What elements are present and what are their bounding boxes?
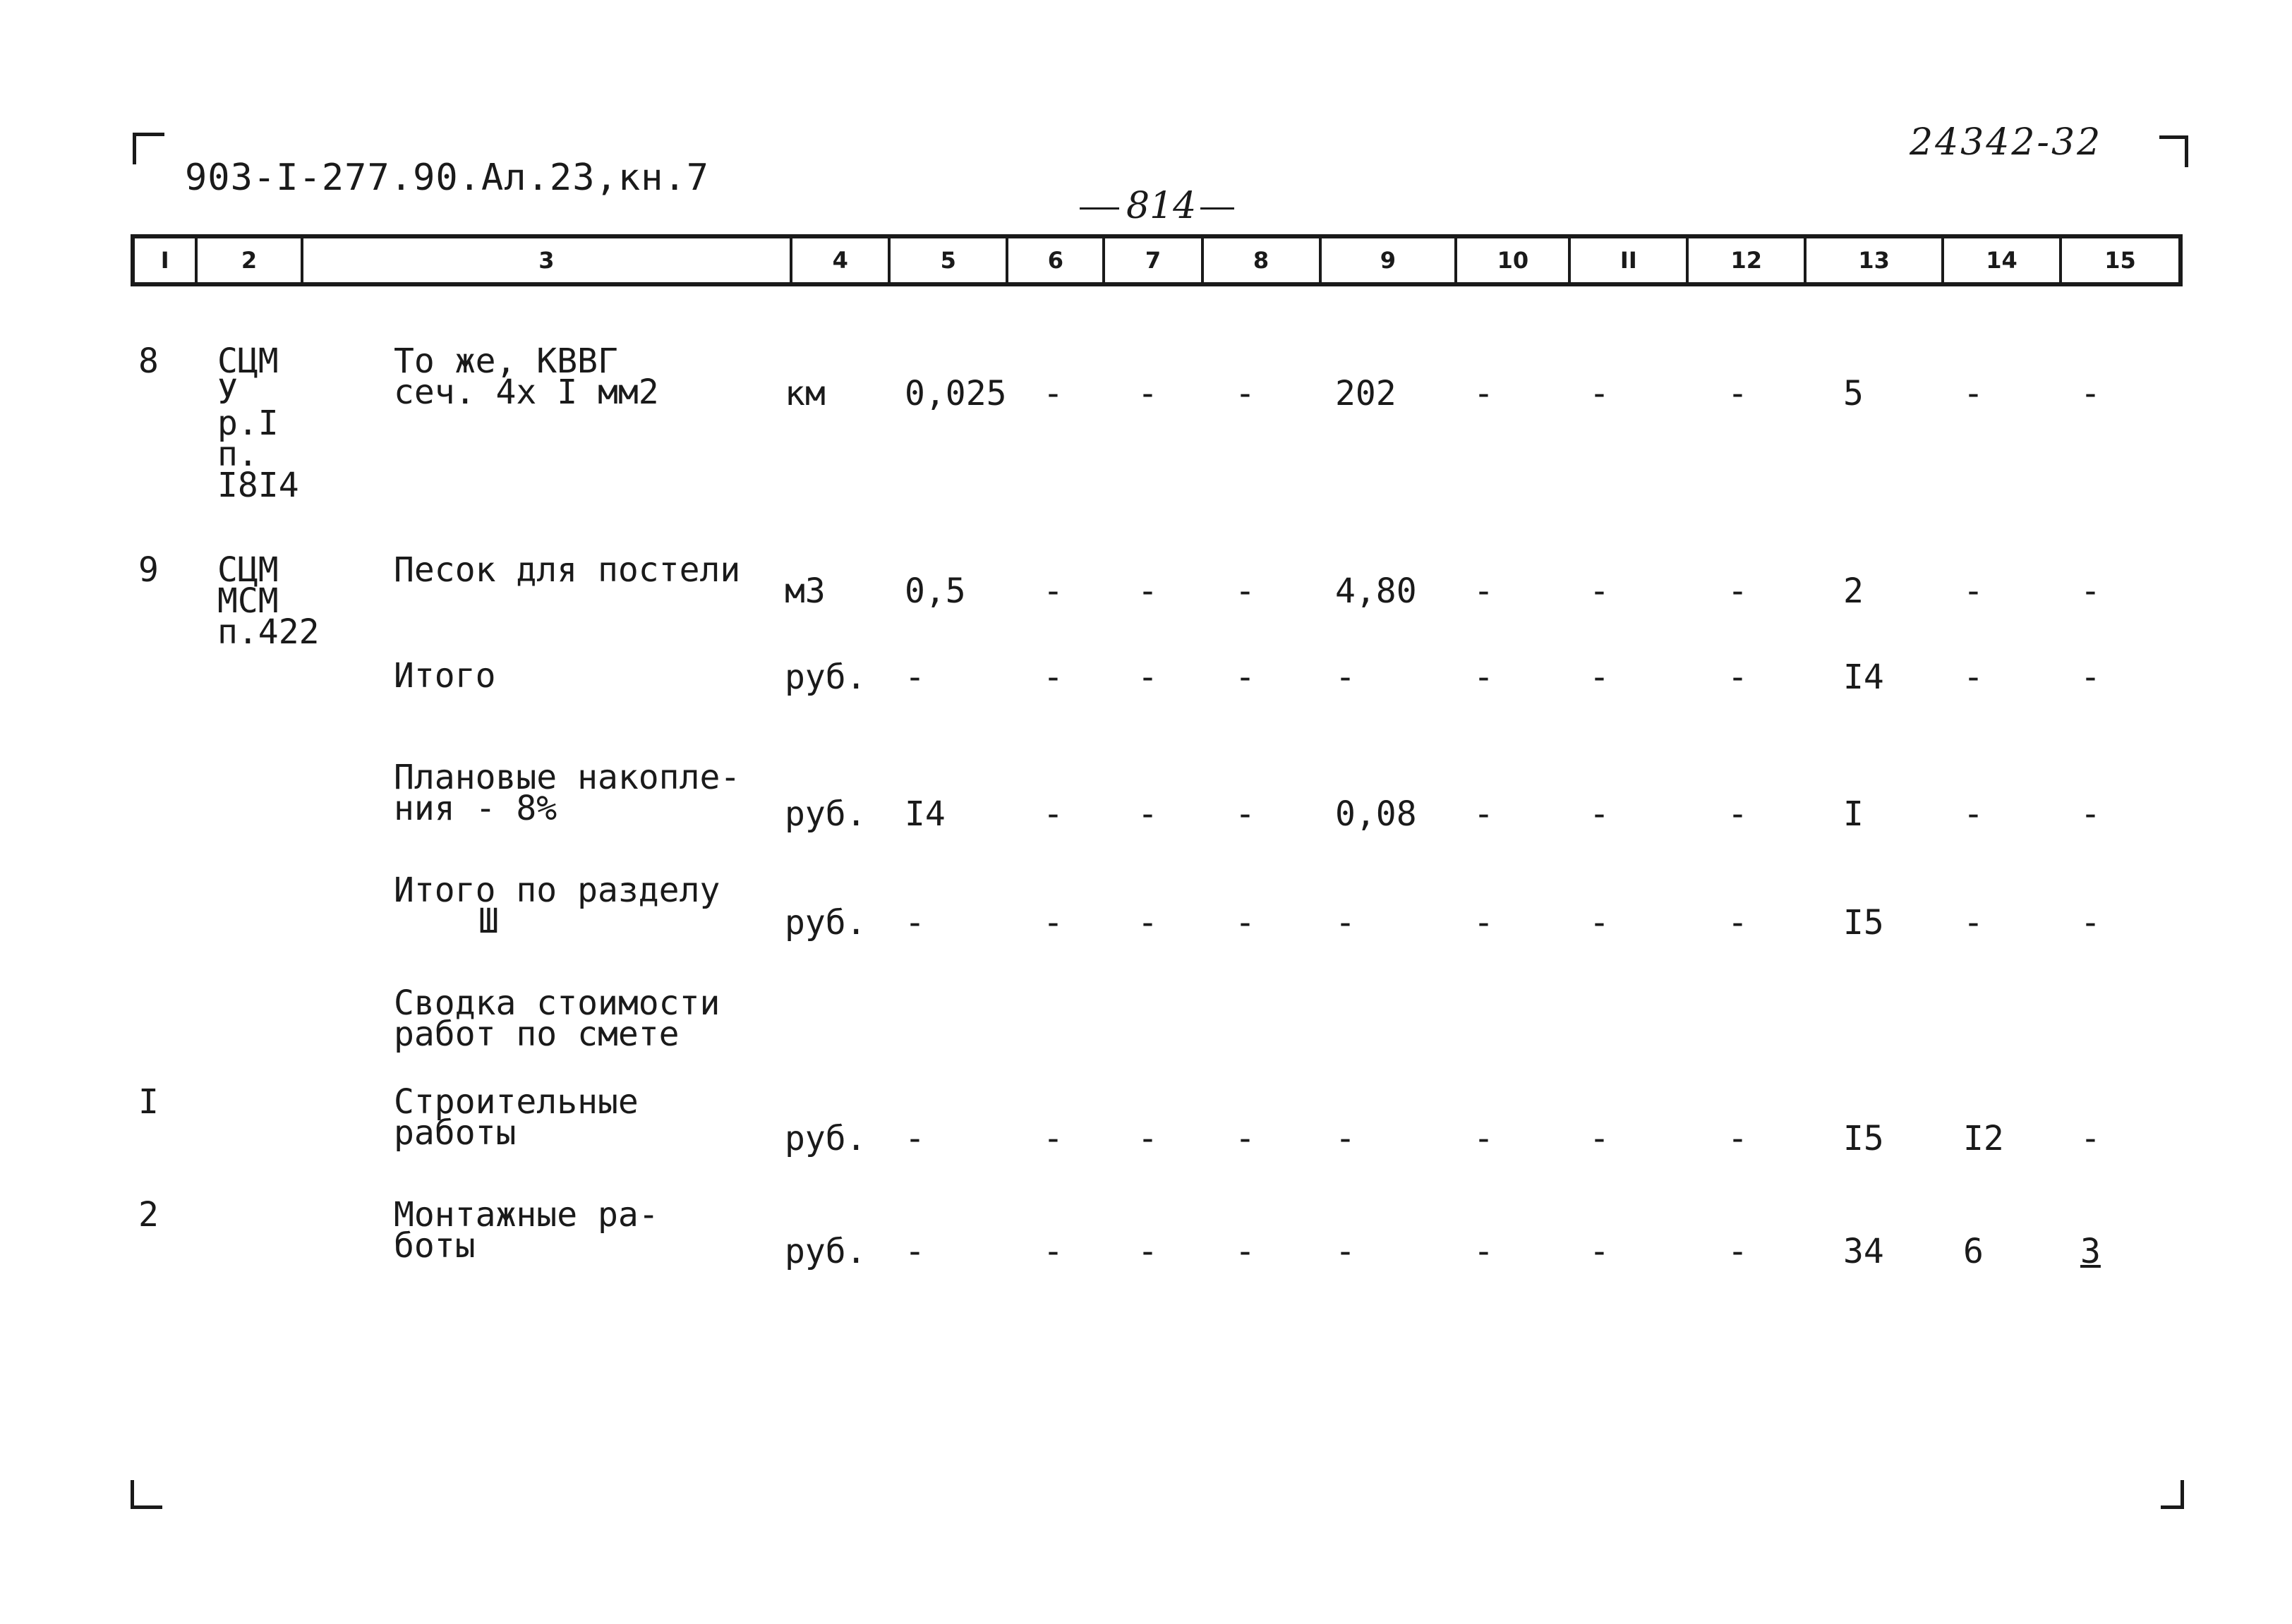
item-name-line: работы: [394, 1113, 517, 1153]
item-name-line: сеч. 4х I мм2: [394, 372, 659, 412]
column-header-7: 7: [1105, 238, 1203, 282]
rate-code-line: п.422: [217, 612, 320, 652]
value-cell-col-10: -: [1473, 658, 1494, 697]
item-name-line: ния - 8%: [394, 789, 557, 828]
value-cell-col-7: -: [1138, 374, 1158, 413]
item-name-line: Итого: [394, 656, 496, 696]
column-header-2: 2: [198, 238, 303, 282]
value-cell-col-15: -: [2080, 571, 2101, 611]
value-cell-col-9: 0,08: [1335, 794, 1417, 834]
row-number: 2: [138, 1195, 159, 1235]
row-number: 9: [138, 550, 159, 590]
value-cell-col-8: -: [1235, 903, 1255, 943]
value-cell-col-14: -: [1963, 794, 1984, 834]
item-name-line: Плановые накопле-: [394, 758, 741, 797]
corner-mark-top-right: [2159, 135, 2188, 167]
value-cell-col-7: -: [1138, 903, 1158, 943]
value-cell-col-5: -: [905, 1119, 925, 1158]
value-cell-col-6: -: [1043, 1232, 1063, 1271]
value-cell-col-13: I5: [1843, 1119, 1884, 1158]
item-name-line: работ по смете: [394, 1014, 680, 1054]
value-cell-col-10: -: [1473, 1119, 1494, 1158]
value-cell-col-14: I2: [1963, 1119, 2004, 1158]
column-header-row: [131, 234, 2183, 286]
value-cell-col-7: -: [1138, 658, 1158, 697]
value-cell-col-11: -: [1589, 903, 1610, 943]
value-cell-col-12: -: [1727, 1232, 1748, 1271]
column-header-9: 9: [1322, 238, 1458, 282]
item-name-line: Ш: [478, 902, 499, 941]
value-cell-col-5: 0,025: [905, 374, 1007, 413]
value-cell-col-10: -: [1473, 374, 1494, 413]
value-cell-col-7: -: [1138, 1119, 1158, 1158]
value-cell-col-5: -: [905, 658, 925, 697]
item-name-line: Строительные: [394, 1082, 639, 1122]
value-cell-col-15: -: [2080, 374, 2101, 413]
value-cell-col-10: -: [1473, 903, 1494, 943]
column-header-12: 12: [1689, 238, 1807, 282]
value-cell-col-5: -: [905, 903, 925, 943]
value-cell-col-13: I5: [1843, 903, 1884, 943]
corner-mark-top-left: [133, 133, 164, 164]
rate-code-line: п.: [217, 435, 258, 474]
archive-number: 24342-32: [1910, 121, 2103, 164]
value-cell-col-13: I: [1843, 794, 1864, 834]
column-header-15: 15: [2104, 247, 2136, 274]
value-cell-col-6: -: [1043, 903, 1063, 943]
value-cell-col-14: -: [1963, 658, 1984, 697]
value-cell-col-14: -: [1963, 571, 1984, 611]
unit-cell: руб.: [785, 1119, 867, 1158]
value-cell-col-6: -: [1043, 1119, 1063, 1158]
value-cell-col-13: 5: [1843, 374, 1864, 413]
value-cell-col-9: 202: [1335, 374, 1397, 413]
value-cell-col-11: -: [1589, 1119, 1610, 1158]
corner-mark-bottom-right: [2161, 1480, 2184, 1509]
value-cell-col-12: -: [1727, 903, 1748, 943]
value-cell-col-14: -: [1963, 903, 1984, 943]
item-name-line: Монтажные ра-: [394, 1195, 659, 1235]
column-header-8: 8: [1204, 238, 1322, 282]
value-cell-col-15: -: [2080, 1119, 2101, 1158]
column-header-3: 3: [303, 238, 793, 282]
value-cell-col-10: -: [1473, 794, 1494, 834]
value-cell-col-14: -: [1963, 374, 1984, 413]
column-header-6: 6: [1008, 238, 1105, 282]
item-name-line: Сводка стоимости: [394, 983, 720, 1023]
column-header-11: II: [1571, 238, 1689, 282]
value-cell-col-14: 6: [1963, 1232, 1984, 1271]
value-cell-col-5: I4: [905, 794, 946, 834]
value-cell-col-8: -: [1235, 571, 1255, 611]
value-cell-col-8: -: [1235, 658, 1255, 697]
value-cell-col-12: -: [1727, 1119, 1748, 1158]
value-cell-col-5: -: [905, 1232, 925, 1271]
unit-cell: руб.: [785, 903, 867, 943]
item-name-line: То же, КВВГ: [394, 341, 618, 381]
page-number: 814: [1080, 185, 1234, 227]
value-cell-col-5: 0,5: [905, 571, 966, 611]
corner-mark-bottom-left: [131, 1480, 162, 1509]
item-name-line: боты: [394, 1226, 476, 1266]
item-name-line: Итого по разделу: [394, 871, 720, 910]
value-cell-col-9: -: [1335, 1119, 1356, 1158]
value-cell-col-8: -: [1235, 374, 1255, 413]
value-cell-col-11: -: [1589, 571, 1610, 611]
value-cell-col-15: -: [2080, 794, 2101, 834]
value-cell-col-8: -: [1235, 794, 1255, 834]
value-cell-col-7: -: [1138, 571, 1158, 611]
value-cell-col-6: -: [1043, 658, 1063, 697]
value-cell-col-9: -: [1335, 1232, 1356, 1271]
value-cell-col-12: -: [1727, 571, 1748, 611]
column-header-14: 14: [1944, 238, 2062, 282]
value-cell-col-12: -: [1727, 374, 1748, 413]
document-code: 903-I-277.90.Ал.23,кн.7: [185, 157, 710, 199]
value-cell-col-15: -: [2080, 658, 2101, 697]
unit-cell: руб.: [785, 794, 867, 834]
rate-code-line: СЦМ: [217, 550, 279, 590]
unit-cell: км: [785, 374, 826, 413]
column-header-5: 5: [891, 238, 1008, 282]
unit-cell: руб.: [785, 1232, 867, 1271]
value-cell-col-12: -: [1727, 794, 1748, 834]
row-number: 8: [138, 341, 159, 381]
column-header-1: I: [135, 238, 198, 282]
value-cell-col-13: 34: [1843, 1232, 1884, 1271]
item-name-line: Песок для постели: [394, 550, 741, 590]
rate-code-line: р.I: [217, 404, 279, 443]
value-cell-col-9: 4,80: [1335, 571, 1417, 611]
value-cell-col-15: -: [2080, 903, 2101, 943]
value-cell-col-13: I4: [1843, 658, 1884, 697]
value-cell-col-6: -: [1043, 374, 1063, 413]
rate-code-line: I8I4: [217, 466, 299, 505]
value-cell-col-10: -: [1473, 571, 1494, 611]
value-cell-col-11: -: [1589, 1232, 1610, 1271]
value-cell-col-11: -: [1589, 794, 1610, 834]
value-cell-col-8: -: [1235, 1232, 1255, 1271]
value-cell-col-11: -: [1589, 374, 1610, 413]
rate-code-line: МСМ: [217, 581, 279, 621]
value-cell-col-13: 2: [1843, 571, 1864, 611]
rate-code-line: СЦМ: [217, 341, 279, 381]
value-cell-col-9: -: [1335, 903, 1356, 943]
value-cell-col-10: -: [1473, 1232, 1494, 1271]
value-cell-col-11: -: [1589, 658, 1610, 697]
column-header-4: 4: [792, 238, 891, 282]
value-cell-col-7: -: [1138, 1232, 1158, 1271]
column-header-13: 13: [1807, 238, 1944, 282]
rate-code-line: У: [217, 372, 238, 412]
value-cell-col-9: -: [1335, 658, 1356, 697]
unit-cell: м3: [785, 571, 826, 611]
row-number: I: [138, 1082, 159, 1122]
value-cell-col-7: -: [1138, 794, 1158, 834]
value-cell-col-15: 3: [2080, 1232, 2101, 1271]
value-cell-col-12: -: [1727, 658, 1748, 697]
value-cell-col-6: -: [1043, 571, 1063, 611]
value-cell-col-6: -: [1043, 794, 1063, 834]
column-header-10: 10: [1457, 238, 1571, 282]
value-cell-col-8: -: [1235, 1119, 1255, 1158]
unit-cell: руб.: [785, 658, 867, 697]
